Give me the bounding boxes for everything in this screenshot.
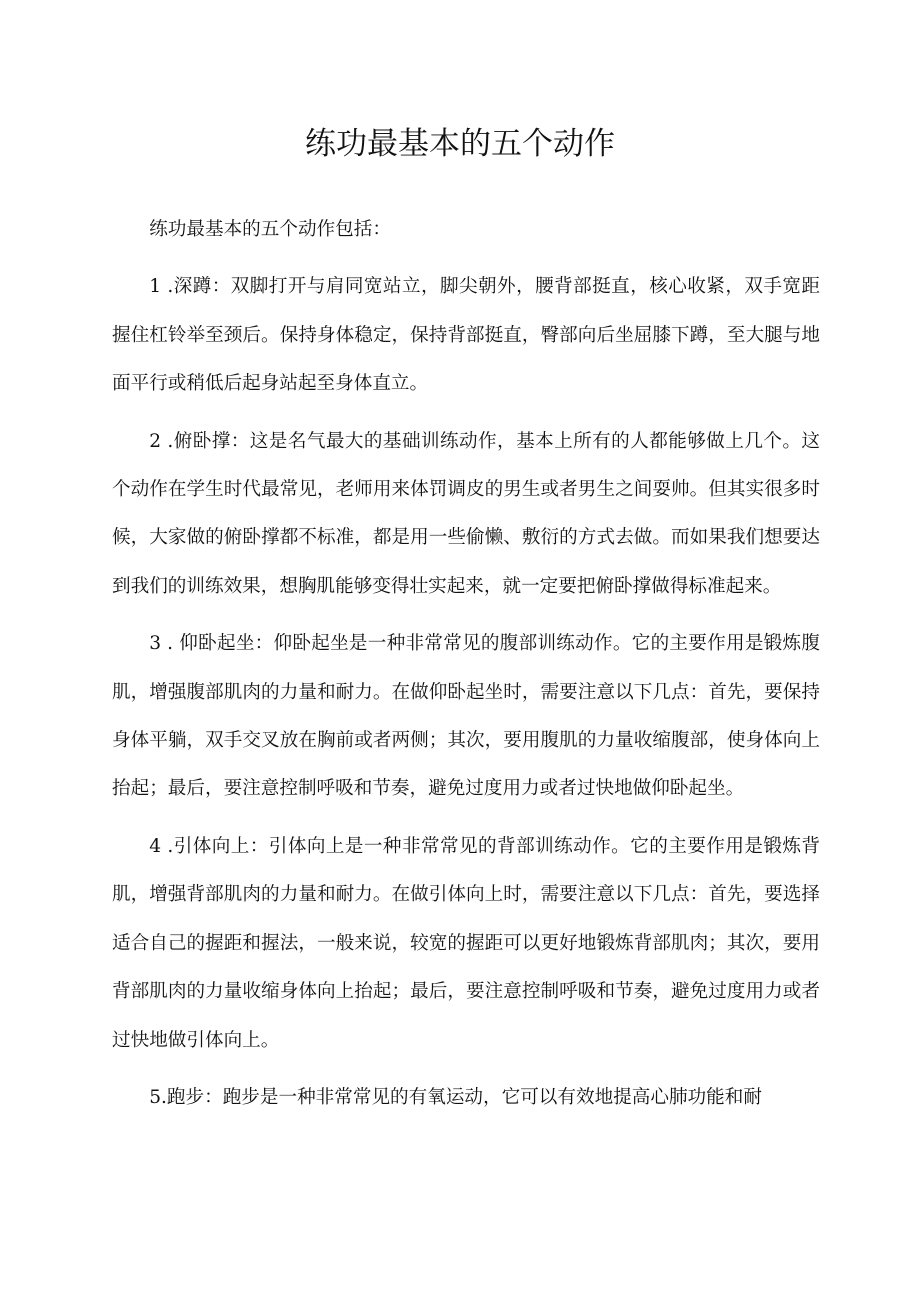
paragraph-situp: 3 . 仰卧起坐：仰卧起坐是一种非常常见的腹部训练动作。它的主要作用是锻炼腹肌，增强腹部肌肉的力量和耐力。在做仰卧起坐时，需要注意以下几点：首先，要保持身体平躺，双手交叉放在胸前或者两侧；其次，要用腹肌的力量收缩腹部，使身体向上抬起；最后，要注意控制呼吸和节奏，避免过度用力或者过快地做仰卧起坐。 (112, 633, 820, 800)
paragraph-running: 5.跑步：跑步是一种非常常见的有氧运动，它可以有效地提高心肺功能和耐 (149, 1086, 762, 1108)
document-body (112, 206, 820, 1131)
paragraph-squat: 1 .深蹲：双脚打开与肩同宽站立，脚尖朝外，腰背部挺直，核心收紧，双手宽距握住杠铃举至颈后。保持身体稳定，保持背部挺直，臀部向后坐屈膝下蹲，至大腿与地面平行或稍低后起身站起至身体直立。 (112, 276, 820, 395)
document-title: 练功最基本的五个动作 (305, 126, 615, 162)
intro-paragraph: 练功最基本的五个动作包括： (149, 219, 391, 240)
paragraph-pullup: 4 .引体向上：引体向上是一种非常常见的背部训练动作。它的主要作用是锻炼背肌，增强背部肌肉的力量和耐力。在做引体向上时，需要注意以下几点：首先，要选择适合自己的握距和握法，一般来说，较宽的握距可以更好地锻炼背部肌肉；其次，要用背部肌肉的力量收缩身体向上抬起；最后，要注意控制呼吸和节奏，避免过度用力或者过快地做引体向上。 (112, 835, 820, 1051)
paragraph-pushup: 2 .俯卧撑：这是名气最大的基础训练动作，基本上所有的人都能够做上几个。这个动作在学生时代最常见，老师用来体罚调皮的男生或者男生之间耍帅。但其实很多时候，大家做的俯卧撑都不标准，都是用一些偷懒、敷衍的方式去做。而如果我们想要达到我们的训练效果，想胸肌能够变得壮实起来，就一定要把俯卧撑做得标准起来。 (112, 430, 820, 597)
